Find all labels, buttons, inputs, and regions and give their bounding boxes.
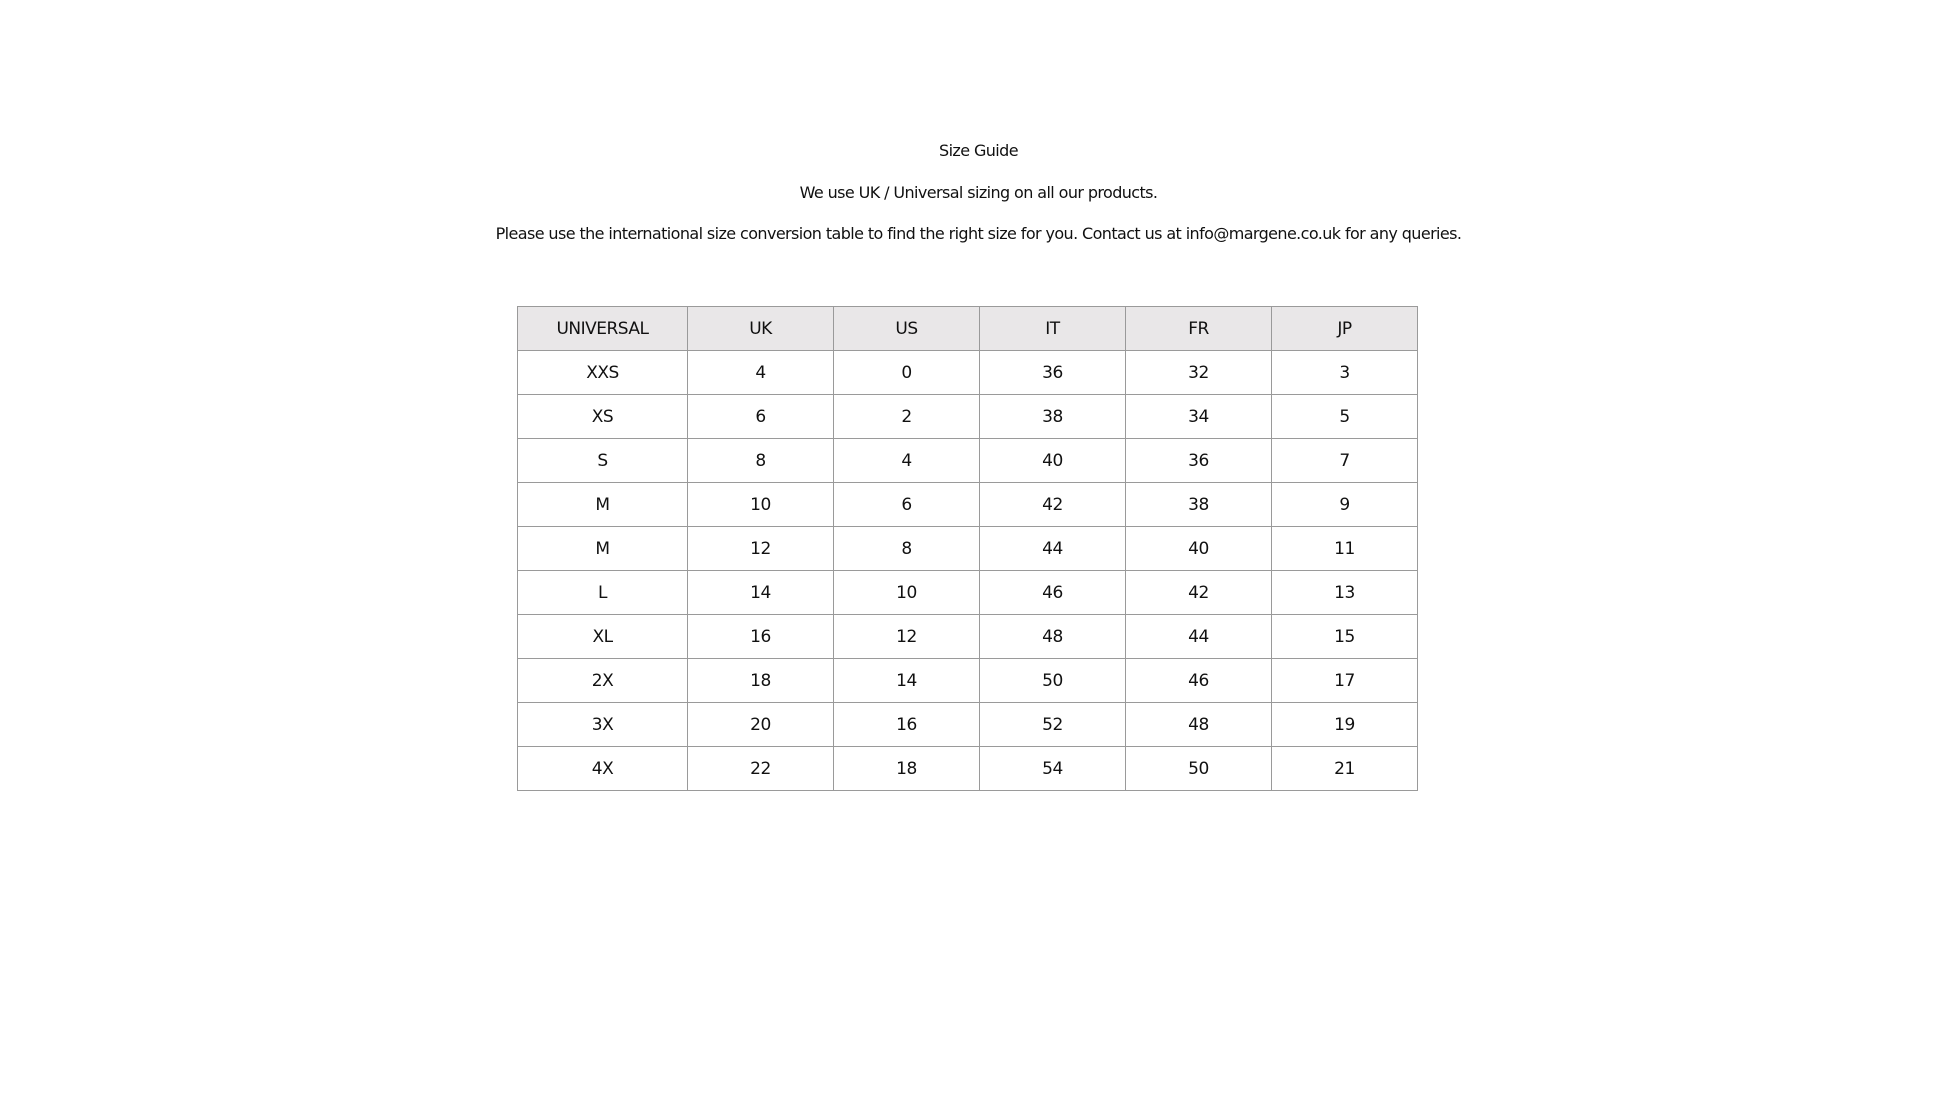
table-header-row	[518, 307, 1418, 351]
header-it: IT	[980, 307, 1126, 351]
cell-fr: 36	[1126, 439, 1272, 483]
cell-us: 18	[834, 747, 980, 791]
cell-fr: 34	[1126, 395, 1272, 439]
cell-it: 46	[980, 571, 1126, 615]
cell-it: 40	[980, 439, 1126, 483]
cell-uk: 18	[688, 659, 834, 703]
cell-us: 4	[834, 439, 980, 483]
cell-it: 50	[980, 659, 1126, 703]
cell-uk: 10	[688, 483, 834, 527]
header-uk: UK	[688, 307, 834, 351]
cell-fr: 42	[1126, 571, 1272, 615]
contact-note: Please use the international size conversion table to find the right size for you. Contact us at info@margene.co.uk for any queries.	[495, 224, 1462, 243]
cell-fr: 48	[1126, 703, 1272, 747]
cell-us: 12	[834, 615, 980, 659]
cell-universal: L	[518, 571, 688, 615]
sizing-statement: We use UK / Universal sizing on all our products.	[799, 183, 1158, 202]
cell-us: 2	[834, 395, 980, 439]
table-row	[518, 351, 1418, 395]
table-row	[518, 747, 1418, 791]
table-row	[518, 615, 1418, 659]
table-row	[518, 571, 1418, 615]
header-jp: JP	[1272, 307, 1418, 351]
cell-it: 54	[980, 747, 1126, 791]
cell-jp: 9	[1272, 483, 1418, 527]
cell-uk: 14	[688, 571, 834, 615]
cell-uk: 16	[688, 615, 834, 659]
cell-uk: 6	[688, 395, 834, 439]
cell-universal: XXS	[518, 351, 688, 395]
table-row	[518, 703, 1418, 747]
cell-jp: 15	[1272, 615, 1418, 659]
cell-uk: 4	[688, 351, 834, 395]
cell-universal: 2X	[518, 659, 688, 703]
cell-fr: 40	[1126, 527, 1272, 571]
cell-universal: M	[518, 483, 688, 527]
cell-jp: 11	[1272, 527, 1418, 571]
cell-uk: 8	[688, 439, 834, 483]
cell-fr: 50	[1126, 747, 1272, 791]
cell-jp: 19	[1272, 703, 1418, 747]
cell-jp: 3	[1272, 351, 1418, 395]
table-row	[518, 439, 1418, 483]
cell-uk: 20	[688, 703, 834, 747]
cell-us: 8	[834, 527, 980, 571]
cell-fr: 46	[1126, 659, 1272, 703]
cell-jp: 21	[1272, 747, 1418, 791]
table-row	[518, 659, 1418, 703]
header-us: US	[834, 307, 980, 351]
cell-uk: 22	[688, 747, 834, 791]
cell-universal: S	[518, 439, 688, 483]
cell-us: 16	[834, 703, 980, 747]
cell-us: 6	[834, 483, 980, 527]
header-fr: FR	[1126, 307, 1272, 351]
cell-universal: M	[518, 527, 688, 571]
cell-us: 10	[834, 571, 980, 615]
cell-it: 52	[980, 703, 1126, 747]
cell-jp: 7	[1272, 439, 1418, 483]
cell-it: 42	[980, 483, 1126, 527]
cell-it: 38	[980, 395, 1126, 439]
table-row	[518, 395, 1418, 439]
cell-it: 36	[980, 351, 1126, 395]
cell-uk: 12	[688, 527, 834, 571]
cell-fr: 44	[1126, 615, 1272, 659]
cell-it: 48	[980, 615, 1126, 659]
cell-universal: XL	[518, 615, 688, 659]
header-universal: UNIVERSAL	[518, 307, 688, 351]
cell-fr: 38	[1126, 483, 1272, 527]
cell-universal: 4X	[518, 747, 688, 791]
cell-us: 14	[834, 659, 980, 703]
size-conversion-table	[517, 306, 1418, 791]
cell-universal: XS	[518, 395, 688, 439]
cell-jp: 5	[1272, 395, 1418, 439]
cell-universal: 3X	[518, 703, 688, 747]
cell-fr: 32	[1126, 351, 1272, 395]
table-row	[518, 527, 1418, 571]
cell-us: 0	[834, 351, 980, 395]
cell-jp: 17	[1272, 659, 1418, 703]
cell-jp: 13	[1272, 571, 1418, 615]
page-title: Size Guide	[939, 141, 1018, 160]
cell-it: 44	[980, 527, 1126, 571]
table-row	[518, 483, 1418, 527]
